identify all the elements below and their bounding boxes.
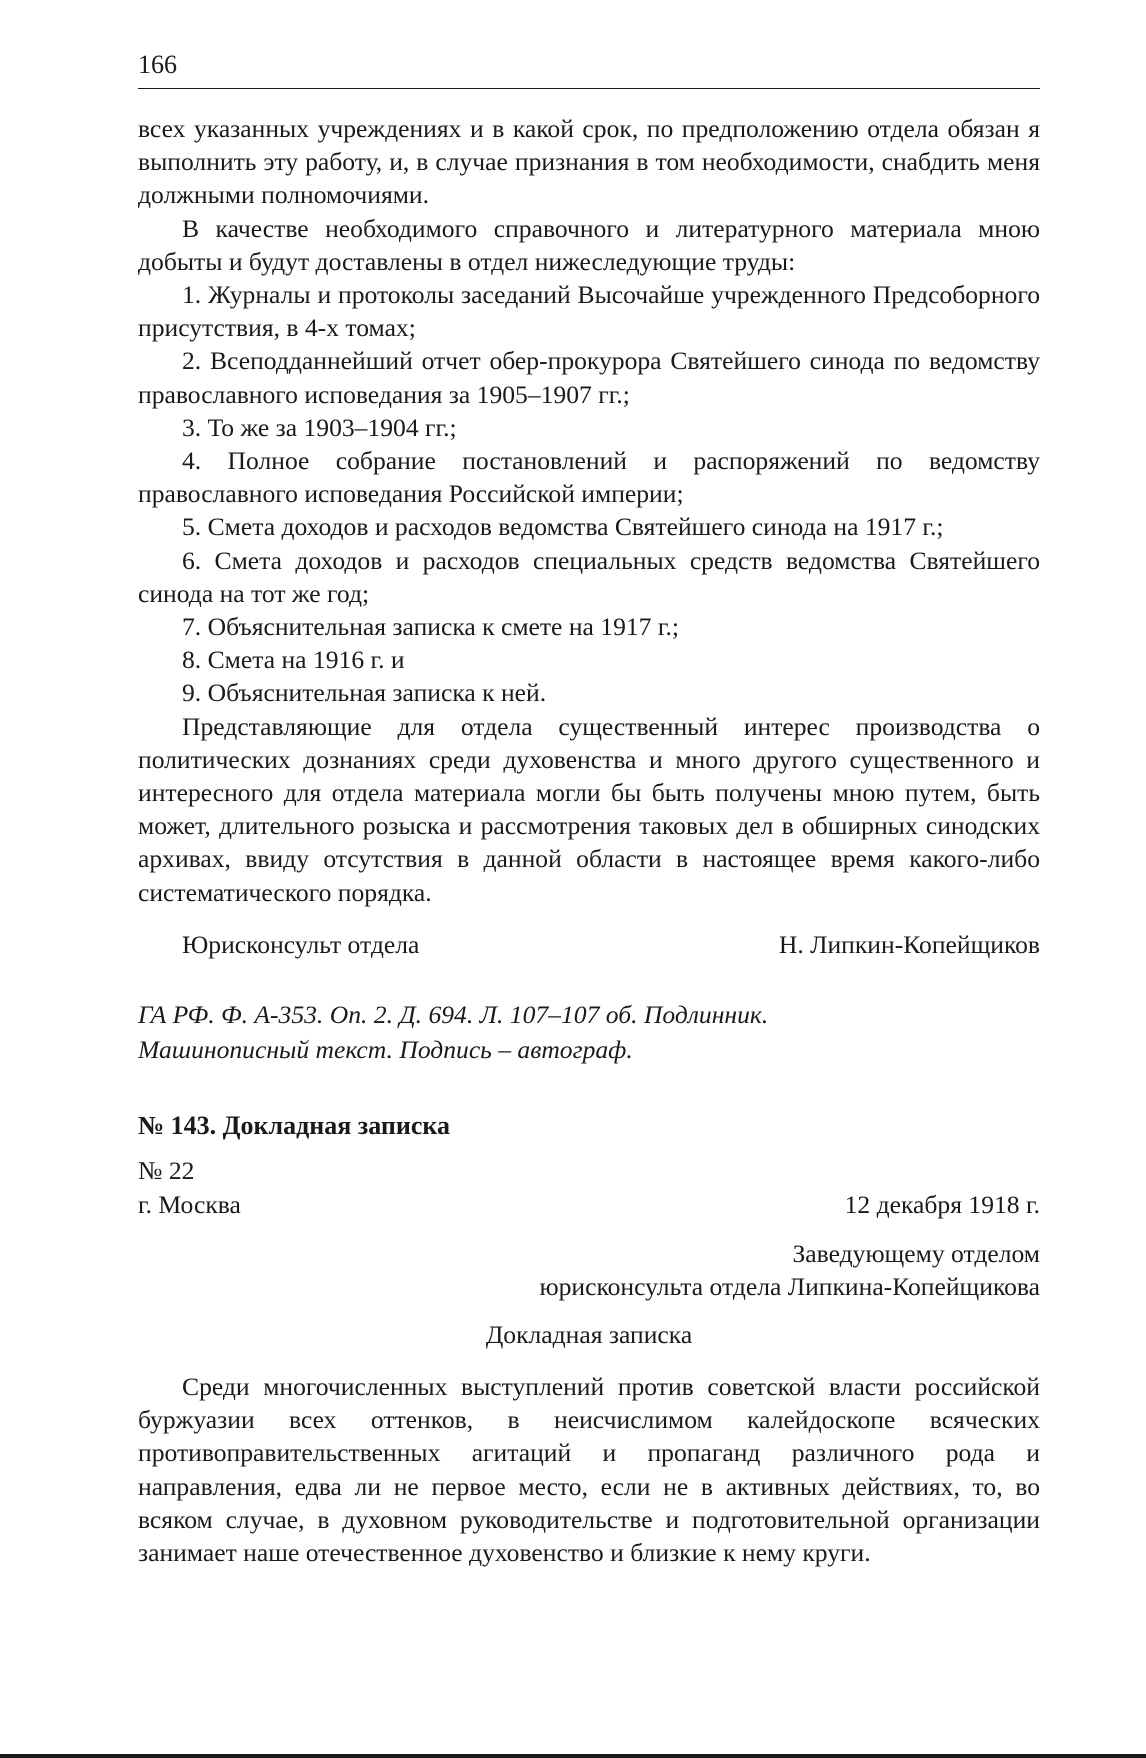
memo-paragraph: Среди многочисленных выступлений против советской власти российской буржуазии всех оттенков, в неисчислимом калейдоскопе всяческих противоправительственных агитаций и пропаганд различного рода и направления, едва ли не первое место, если не в активных действиях, то, во всяком случае, в духовном руководительстве и подготовительной организации занимает наше отечественное духовенство и близкие к нему круги. bbox=[138, 1372, 1040, 1568]
paragraph-archives: Представляющие для отдела существенный интерес производства о политических дознаниях среди духовенства и много другого существенного и интересного для отдела материала могли бы быть получены мною путем, быть может, длительного розыска и рассмотрения таковых дел в обширных синодских архивах, ввиду отсутствия в данной области в настоящее время какого-либо систематического порядка. bbox=[138, 711, 1040, 907]
signature-name: Н. Липкин-Копейщиков bbox=[778, 930, 1040, 959]
signature-block bbox=[138, 930, 1040, 960]
list-item-6: 6. Смета доходов и расходов специальных средств ведомства Святейшего синода на тот же год; bbox=[138, 545, 1040, 608]
document-number: № 22 bbox=[138, 1156, 195, 1185]
list-item-8: 8. Смета на 1916 г. и bbox=[182, 645, 405, 675]
first-document-body bbox=[138, 112, 1040, 909]
paragraph-materials-intro: В качестве необходимого справочного и литературного материала мною добыты и будут доставлены в отдел нижеследующие труды: bbox=[138, 213, 1040, 276]
page-number: 166 bbox=[138, 50, 177, 79]
list-item-2: 2. Всеподданнейший отчет обер-прокурора Святейшего синода по ведомству православного исповедания за 1905–1907 гг.; bbox=[138, 346, 1040, 409]
addressee-line-2: юрисконсульта отдела Липкина-Копейщикова bbox=[539, 1272, 1040, 1301]
place-date-row bbox=[138, 1190, 1040, 1220]
memo-title: Докладная записка bbox=[485, 1320, 693, 1349]
second-document-body bbox=[138, 1370, 1040, 1569]
signature-role: Юрисконсульт отдела bbox=[182, 930, 420, 959]
paragraph-continuation: всех указанных учреждениях и в какой срок, по предположению отдела обязан я выполнить эту работу, и, в случае признания в том необходимости, снабдить меня должными полномочиями. bbox=[138, 114, 1040, 210]
archive-line-2: Машинописный текст. Подпись – автограф. bbox=[138, 1035, 633, 1064]
document-heading: № 143. Докладная записка bbox=[138, 1111, 450, 1140]
document-date: 12 декабря 1918 г. bbox=[844, 1190, 1040, 1219]
header-rule bbox=[138, 88, 1040, 89]
archive-line-1: ГА РФ. Ф. А-353. Оп. 2. Д. 694. Л. 107–107 об. Подлинник. bbox=[138, 1000, 769, 1029]
list-item-1: 1. Журналы и протоколы заседаний Высочайше учрежденного Предсоборного присутствия, в 4-х томах; bbox=[138, 280, 1040, 343]
list-item-5: 5. Смета доходов и расходов ведомства Святейшего синода на 1917 г.; bbox=[182, 512, 944, 542]
list-item-3: 3. То же за 1903–1904 гг.; bbox=[182, 412, 457, 442]
document-place: г. Москва bbox=[138, 1190, 241, 1219]
list-item-4: 4. Полное собрание постановлений и распоряжений по ведомству православного исповедания Российской империи; bbox=[138, 446, 1040, 509]
addressee-block bbox=[540, 1237, 1041, 1303]
archive-reference bbox=[138, 997, 1040, 1067]
addressee-line-1: Заведующему отделом bbox=[792, 1239, 1040, 1268]
bottom-rule bbox=[0, 1754, 1146, 1758]
list-item-9: 9. Объяснительная записка к ней. bbox=[182, 678, 547, 708]
list-item-7: 7. Объяснительная записка к смете на 1917 г.; bbox=[182, 612, 679, 642]
